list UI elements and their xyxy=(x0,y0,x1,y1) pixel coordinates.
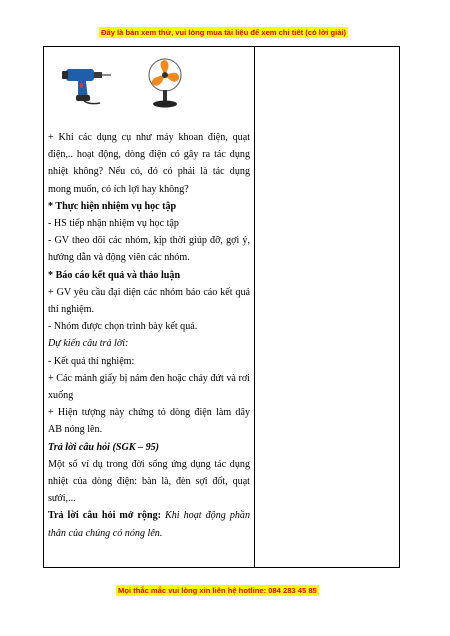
electric-drill-image xyxy=(60,59,112,105)
extended-answer-label: Trả lời câu hỏi mở rộng: xyxy=(48,510,161,522)
question-paragraph: + Khi các dụng cụ như máy khoan điện, quạt điện,.. hoạt động, dòng điện có gây ra tác dụng nhiệt không? Nếu có, đó có phải là tác dụng mong muốn, có ích lợi hay không? xyxy=(48,132,250,195)
list-item: - HS tiếp nhận nhiệm vụ học tập xyxy=(48,218,179,230)
lesson-table xyxy=(43,46,400,568)
heading-report-discussion: * Báo cáo kết quả và thảo luận xyxy=(48,269,181,281)
answer-paragraph: Một số ví dụ trong đời sống ứng dụng tác dụng nhiệt của dòng điện: bàn là, đèn sợi đốt, quạt sưởi,... xyxy=(48,458,250,505)
list-item: + Các mảnh giấy bị nám đen hoặc cháy đứt và rơi xuống xyxy=(48,372,250,402)
list-item: - Kết quả thí nghiệm: xyxy=(48,355,135,367)
heading-task-execution: * Thực hiện nhiệm vụ học tập xyxy=(48,200,177,212)
electric-fan-image xyxy=(144,57,186,109)
list-item: - GV theo dõi các nhóm, kịp thời giúp đỡ, gợi ý, hướng dẫn và động viên các nhóm. xyxy=(48,235,250,264)
lesson-text xyxy=(48,129,250,542)
extended-answer-text: Khi hoạt động phần thân của chúng có nóng lên. xyxy=(48,510,251,539)
extended-answer-paragraph xyxy=(48,507,250,541)
left-column xyxy=(48,57,251,539)
header-banner: Đây là bản xem thử, vui lòng mua tài liệu để xem chi tiết (có lời giải) xyxy=(101,28,347,37)
footer-banner: Mọi thắc mắc vui lòng xin liên hệ hotline: 084 283 45 85 xyxy=(118,586,317,595)
heading-expected-answer: Dự kiến câu trả lời: xyxy=(48,338,129,350)
list-item: + Hiện tượng này chứng tỏ dòng điện làm dây AB nóng lên. xyxy=(48,407,250,436)
list-item: - Nhóm được chọn trình bày kết quả. xyxy=(48,321,198,333)
column-divider xyxy=(254,47,255,567)
heading-sgk-answer: Trả lời câu hỏi (SGK – 95) xyxy=(48,441,160,453)
list-item: + GV yêu cầu đại diện các nhóm báo cáo kết quả thí nghiệm. xyxy=(48,286,250,316)
illustration-row xyxy=(48,57,250,112)
